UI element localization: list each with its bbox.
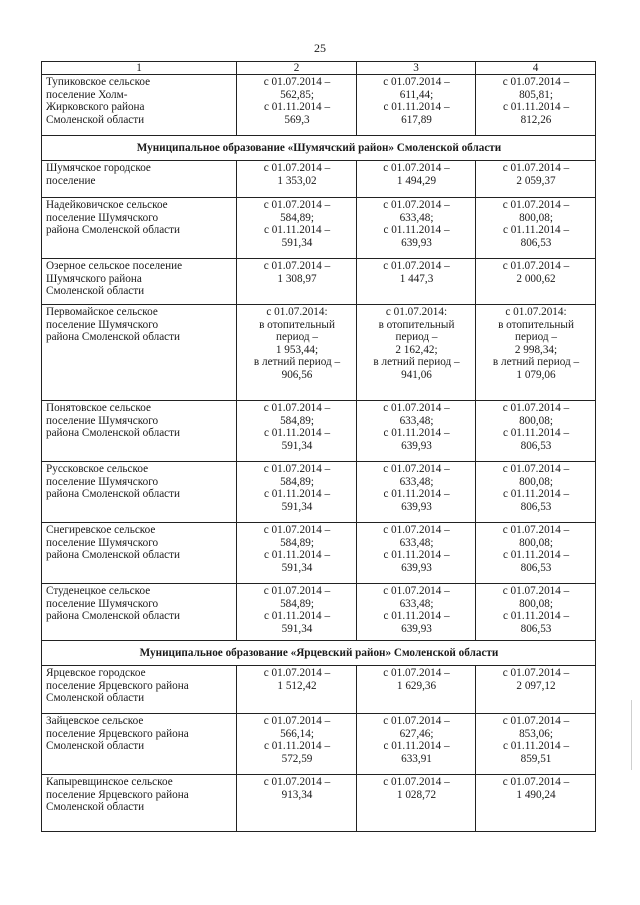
- cell-line: с 01.07.2014 –: [383, 199, 450, 211]
- tariff-col2-cell: [237, 584, 357, 641]
- cell-line: 1 079,06: [516, 368, 556, 381]
- header-cell: 2: [237, 62, 357, 75]
- tariff-col2-cell: [237, 666, 357, 714]
- cell-line: 566,14;: [280, 727, 314, 740]
- cell-line: с 01.11.2014 –: [502, 549, 570, 562]
- cell-line: 1 308,97: [277, 272, 317, 285]
- cell-line: 633,91: [401, 752, 432, 765]
- cell-line: с 01.07.2014 –: [263, 260, 331, 272]
- cell-line: с 01.11.2014 –: [263, 224, 331, 237]
- cell-line: Жирковского района: [46, 101, 145, 114]
- tariff-col2-cell: [237, 401, 357, 462]
- cell-line: 584,89;: [280, 475, 314, 488]
- cell-line: с 01.11.2014 –: [383, 549, 450, 562]
- table-row: [42, 523, 596, 584]
- cell-line: с 01.11.2014 –: [263, 549, 331, 562]
- cell-line: 584,89;: [280, 211, 314, 224]
- cell-line: с 01.07.2014 –: [263, 199, 331, 211]
- table-row: [42, 775, 596, 832]
- table-row: [42, 462, 596, 523]
- cell-line: Понятовское сельское: [46, 402, 151, 414]
- cell-line: Тупиковское сельское: [46, 76, 151, 88]
- cell-line: поселение Ярцевского района: [46, 679, 189, 692]
- settlement-name-cell: [42, 161, 237, 198]
- settlement-name-cell: [42, 75, 237, 136]
- tariff-col3-cell: [357, 75, 476, 136]
- settlement-name-cell: [42, 305, 237, 401]
- cell-line: 562,85;: [280, 88, 314, 101]
- cell-line: района Смоленской области: [46, 549, 181, 562]
- cell-line: с 01.07.2014 –: [383, 585, 450, 597]
- settlement-name-cell: [42, 584, 237, 641]
- cell-line: 906,56: [281, 368, 313, 381]
- cell-line: Капыревщинское сельское: [46, 776, 173, 788]
- cell-line: с 01.07.2014 –: [502, 76, 570, 88]
- cell-line: поселение Шумячского: [46, 318, 159, 331]
- cell-line: с 01.07.2014 –: [383, 76, 450, 88]
- settlement-name-cell: [42, 666, 237, 714]
- table-row: [42, 401, 596, 462]
- table-row: [42, 259, 596, 305]
- cell-line: района Смоленской области: [46, 331, 181, 344]
- cell-line: Шумячское городское: [46, 162, 151, 174]
- cell-line: 800,08;: [519, 211, 553, 224]
- cell-line: с 01.11.2014 –: [383, 740, 450, 753]
- tariff-col4-cell: [476, 75, 596, 136]
- table-row: [42, 75, 596, 136]
- cell-line: с 01.07.2014:: [385, 306, 448, 318]
- tariff-col3-cell: [357, 523, 476, 584]
- cell-line: поселение Ярцевского района: [46, 727, 189, 740]
- settlement-name-cell: [42, 775, 237, 832]
- tariff-table: [41, 61, 596, 832]
- cell-line: с 01.11.2014 –: [502, 224, 570, 237]
- tariff-col3-cell: [357, 401, 476, 462]
- cell-line: 591,34: [281, 439, 313, 452]
- header-cell: 1: [42, 62, 237, 75]
- tariff-col4-cell: [476, 161, 596, 198]
- table-row: [42, 666, 596, 714]
- cell-line: с 01.07.2014 –: [383, 463, 450, 475]
- tariff-col3-cell: [357, 714, 476, 775]
- section-header-row: [42, 641, 596, 666]
- table-row: [42, 714, 596, 775]
- settlement-name-cell: [42, 259, 237, 305]
- cell-line: Смоленской области: [46, 801, 145, 814]
- tariff-col4-cell: [476, 198, 596, 259]
- tariff-col4-cell: [476, 714, 596, 775]
- table-row: [42, 161, 596, 198]
- cell-line: 1 028,72: [396, 788, 437, 801]
- cell-line: с 01.07.2014 –: [383, 162, 450, 174]
- cell-line: 1 629,36: [396, 679, 437, 692]
- cell-line: с 01.11.2014 –: [263, 740, 331, 753]
- cell-line: Снегиревское сельское: [46, 524, 156, 536]
- cell-line: 627,46;: [399, 727, 434, 740]
- cell-line: 1 490,24: [516, 788, 556, 801]
- cell-line: 591,34: [281, 622, 313, 635]
- scan-artifact-line: [631, 700, 632, 770]
- cell-line: с 01.07.2014:: [266, 306, 328, 318]
- cell-line: 800,08;: [519, 475, 553, 488]
- settlement-name-cell: [42, 401, 237, 462]
- cell-line: период –: [515, 331, 557, 344]
- cell-line: поселение Шумячского: [46, 597, 159, 610]
- cell-line: с 01.07.2014 –: [263, 585, 331, 597]
- cell-line: 584,89;: [280, 597, 314, 610]
- cell-line: района Смоленской области: [46, 488, 181, 501]
- cell-line: Студенецкое сельское: [46, 585, 151, 597]
- tariff-col2-cell: [237, 305, 357, 401]
- cell-line: 591,34: [281, 561, 313, 574]
- cell-line: в отопительный: [498, 318, 574, 331]
- header-cell: 3: [357, 62, 476, 75]
- tariff-col2-cell: [237, 161, 357, 198]
- cell-line: с 01.07.2014 –: [502, 667, 570, 679]
- tariff-col4-cell: [476, 305, 596, 401]
- tariff-col3-cell: [357, 198, 476, 259]
- header-row: [42, 62, 596, 75]
- cell-line: с 01.07.2014 –: [263, 162, 331, 174]
- cell-line: поселение Холм-: [46, 88, 128, 101]
- cell-line: 633,48;: [399, 597, 434, 610]
- cell-line: с 01.07.2014 –: [263, 524, 331, 536]
- cell-line: 633,48;: [399, 414, 434, 427]
- tariff-col3-cell: [357, 584, 476, 641]
- cell-line: с 01.07.2014 –: [502, 776, 570, 788]
- cell-line: 1 353,02: [277, 174, 317, 187]
- cell-line: в летний период –: [253, 356, 341, 369]
- cell-line: с 01.11.2014 –: [263, 488, 331, 501]
- cell-line: 800,08;: [519, 597, 553, 610]
- cell-line: 2 000,62: [516, 272, 556, 285]
- cell-line: 591,34: [281, 500, 313, 513]
- cell-line: с 01.07.2014 –: [383, 715, 450, 727]
- cell-line: с 01.11.2014 –: [502, 610, 570, 623]
- cell-line: с 01.11.2014 –: [383, 427, 450, 440]
- cell-line: 639,93: [401, 561, 432, 574]
- cell-line: с 01.07.2014 –: [502, 524, 570, 536]
- tariff-col4-cell: [476, 259, 596, 305]
- cell-line: 806,53: [520, 561, 552, 574]
- tariff-col3-cell: [357, 161, 476, 198]
- page-number: 25: [314, 41, 326, 55]
- cell-line: с 01.07.2014 –: [502, 715, 570, 727]
- cell-line: 617,89: [401, 113, 432, 126]
- cell-line: с 01.07.2014 –: [383, 260, 450, 272]
- cell-line: с 01.11.2014 –: [263, 101, 331, 114]
- cell-line: Первомайское сельское: [46, 306, 158, 318]
- cell-line: Смоленской области: [46, 113, 145, 126]
- cell-line: с 01.07.2014 –: [263, 402, 331, 414]
- cell-line: с 01.07.2014 –: [502, 199, 570, 211]
- table-row: [42, 198, 596, 259]
- cell-line: 584,89;: [280, 536, 314, 549]
- cell-line: с 01.07.2014 –: [263, 667, 331, 679]
- cell-line: с 01.11.2014 –: [502, 101, 570, 114]
- tariff-col2-cell: [237, 523, 357, 584]
- cell-line: 584,89;: [280, 414, 314, 427]
- cell-line: 1 512,42: [277, 679, 317, 692]
- tariff-col4-cell: [476, 775, 596, 832]
- cell-line: с 01.07.2014 –: [502, 260, 570, 272]
- cell-line: 1 447,3: [399, 272, 434, 285]
- cell-line: Шумячского района: [46, 272, 142, 285]
- cell-line: в летний период –: [373, 356, 460, 369]
- cell-line: поселение Шумячского: [46, 211, 159, 224]
- cell-line: 806,53: [520, 236, 552, 249]
- cell-line: с 01.07.2014 –: [383, 776, 450, 788]
- tariff-col2-cell: [237, 714, 357, 775]
- settlement-name-cell: [42, 714, 237, 775]
- cell-line: поселение Шумячского: [46, 536, 159, 549]
- cell-line: поселение Шумячского: [46, 475, 159, 488]
- cell-line: Озерное сельское поселение: [46, 260, 183, 272]
- cell-line: период –: [395, 331, 438, 344]
- cell-line: 941,06: [401, 368, 432, 381]
- cell-line: 859,51: [520, 752, 552, 765]
- cell-line: района Смоленской области: [46, 610, 181, 623]
- cell-line: 913,34: [281, 788, 313, 801]
- cell-line: 2 162,42;: [395, 343, 438, 356]
- cell-line: Руссковское сельское: [46, 463, 149, 475]
- tariff-col2-cell: [237, 75, 357, 136]
- cell-line: с 01.07.2014 –: [383, 524, 450, 536]
- cell-line: поселение Ярцевского района: [46, 788, 189, 801]
- cell-line: Смоленской области: [46, 692, 145, 705]
- tariff-col3-cell: [357, 666, 476, 714]
- cell-line: с 01.07.2014:: [505, 306, 567, 318]
- cell-line: период –: [276, 331, 318, 344]
- cell-line: в летний период –: [492, 356, 580, 369]
- cell-line: Надейковичское сельское: [46, 199, 168, 211]
- cell-line: с 01.11.2014 –: [383, 610, 450, 623]
- tariff-col3-cell: [357, 259, 476, 305]
- cell-line: с 01.07.2014 –: [502, 585, 570, 597]
- tariff-col4-cell: [476, 666, 596, 714]
- cell-line: Зайцевское сельское: [46, 715, 144, 727]
- cell-line: 633,48;: [399, 536, 434, 549]
- cell-line: 806,53: [520, 500, 552, 513]
- cell-line: с 01.07.2014 –: [383, 667, 450, 679]
- cell-line: с 01.07.2014 –: [502, 162, 570, 174]
- cell-line: с 01.11.2014 –: [502, 740, 570, 753]
- cell-line: Смоленской области: [46, 285, 145, 298]
- cell-line: в отопительный: [259, 318, 335, 331]
- cell-line: с 01.11.2014 –: [263, 610, 331, 623]
- cell-line: с 01.11.2014 –: [502, 427, 570, 440]
- section-header-row: [42, 136, 596, 161]
- tariff-col2-cell: [237, 775, 357, 832]
- cell-line: 800,08;: [519, 414, 553, 427]
- cell-line: с 01.11.2014 –: [502, 488, 570, 501]
- header-cell: 4: [476, 62, 596, 75]
- cell-line: 806,53: [520, 622, 552, 635]
- cell-line: 2 059,37: [516, 174, 556, 187]
- tariff-col4-cell: [476, 523, 596, 584]
- cell-line: 853,06;: [519, 727, 553, 740]
- cell-line: 1 494,29: [396, 174, 437, 187]
- cell-line: 611,44;: [399, 88, 434, 101]
- cell-line: Смоленской области: [46, 740, 145, 753]
- cell-line: 633,48;: [399, 475, 434, 488]
- cell-line: района Смоленской области: [46, 427, 181, 440]
- cell-line: в отопительный: [378, 318, 455, 331]
- settlement-name-cell: [42, 198, 237, 259]
- cell-line: с 01.11.2014 –: [383, 224, 450, 237]
- cell-line: 639,93: [401, 236, 432, 249]
- tariff-col2-cell: [237, 198, 357, 259]
- cell-line: 2 097,12: [516, 679, 556, 692]
- cell-line: 639,93: [401, 622, 432, 635]
- cell-line: с 01.11.2014 –: [263, 427, 331, 440]
- table-row: [42, 305, 596, 401]
- cell-line: 812,26: [520, 113, 552, 126]
- cell-line: 806,53: [520, 439, 552, 452]
- tariff-col3-cell: [357, 775, 476, 832]
- cell-line: 633,48;: [399, 211, 434, 224]
- cell-line: поселение: [46, 174, 96, 187]
- cell-line: с 01.07.2014 –: [263, 76, 331, 88]
- cell-line: 572,59: [281, 752, 313, 765]
- settlement-name-cell: [42, 523, 237, 584]
- tariff-col4-cell: [476, 401, 596, 462]
- tariff-col4-cell: [476, 462, 596, 523]
- cell-line: с 01.07.2014 –: [502, 463, 570, 475]
- section-title: Муниципальное образование «Шумячский район» Смоленской области: [42, 136, 596, 161]
- tariff-col3-cell: [357, 305, 476, 401]
- tariff-col4-cell: [476, 584, 596, 641]
- cell-line: 800,08;: [519, 536, 553, 549]
- tariff-col2-cell: [237, 462, 357, 523]
- cell-line: 591,34: [281, 236, 313, 249]
- cell-line: 639,93: [401, 439, 432, 452]
- cell-line: с 01.07.2014 –: [502, 402, 570, 414]
- cell-line: 2 998,34;: [514, 343, 558, 356]
- cell-line: с 01.11.2014 –: [383, 101, 450, 114]
- cell-line: с 01.07.2014 –: [263, 463, 331, 475]
- cell-line: Ярцевское городское: [46, 667, 146, 679]
- cell-line: 1 953,44;: [275, 343, 319, 356]
- cell-line: района Смоленской области: [46, 224, 181, 237]
- tariff-col2-cell: [237, 259, 357, 305]
- section-title: Муниципальное образование «Ярцевский район» Смоленской области: [42, 641, 596, 666]
- cell-line: с 01.11.2014 –: [383, 488, 450, 501]
- table-row: [42, 584, 596, 641]
- cell-line: с 01.07.2014 –: [263, 715, 331, 727]
- cell-line: 639,93: [401, 500, 432, 513]
- cell-line: с 01.07.2014 –: [383, 402, 450, 414]
- cell-line: 569,3: [284, 113, 310, 126]
- settlement-name-cell: [42, 462, 237, 523]
- tariff-col3-cell: [357, 462, 476, 523]
- cell-line: с 01.07.2014 –: [263, 776, 331, 788]
- cell-line: 805,81;: [519, 88, 553, 101]
- cell-line: поселение Шумячского: [46, 414, 159, 427]
